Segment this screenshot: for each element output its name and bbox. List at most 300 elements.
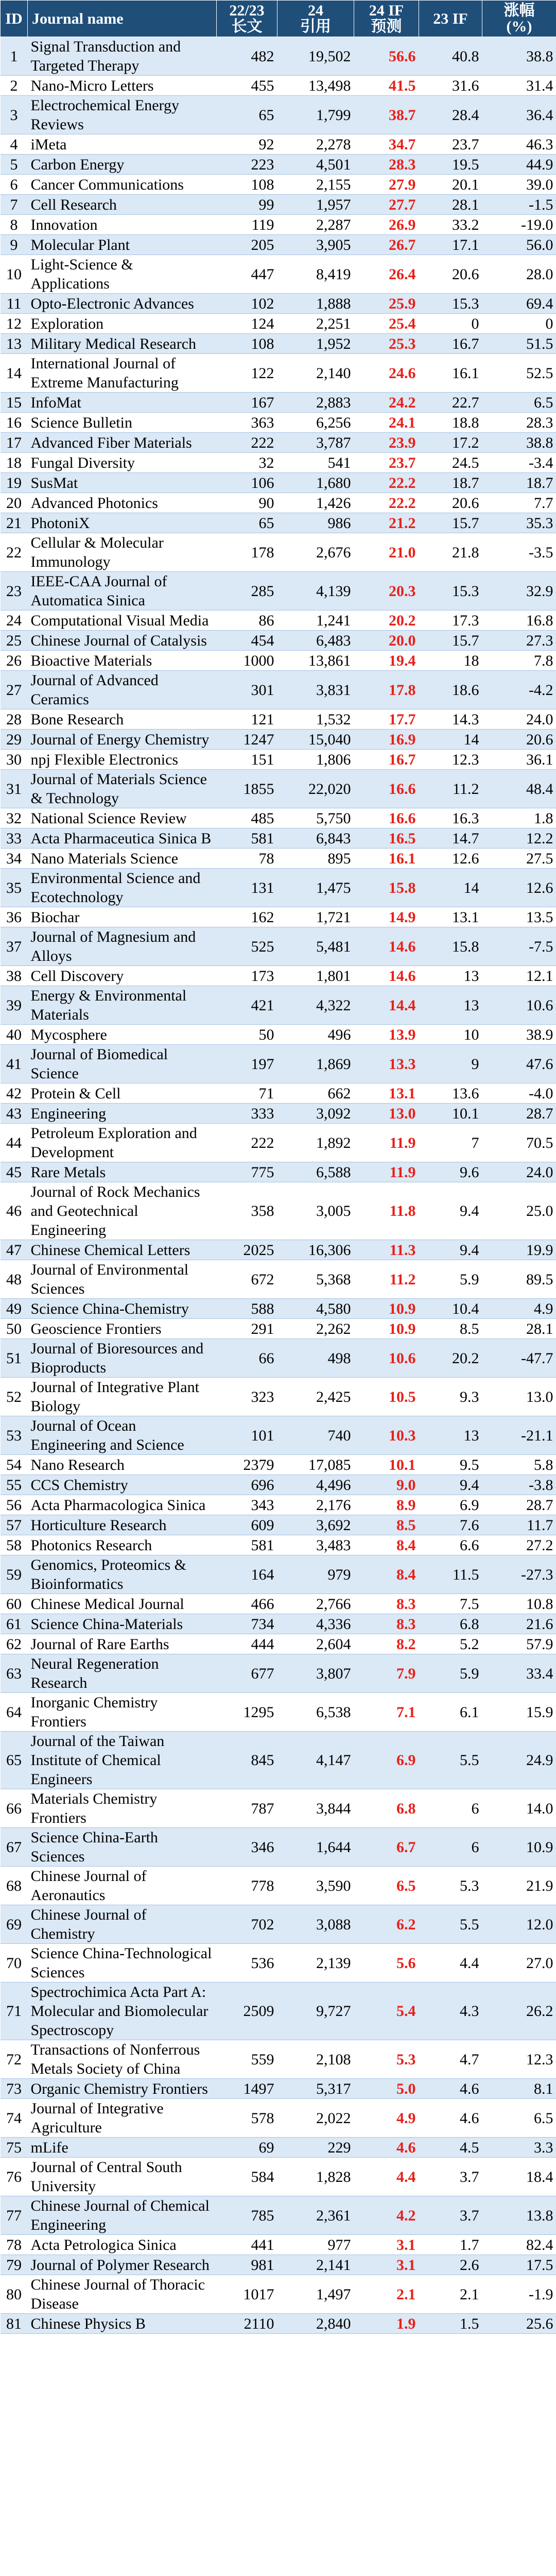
table-row — [1, 770, 556, 808]
table-row — [1, 1240, 556, 1260]
if-2023: 15.8 — [419, 927, 482, 966]
table-row — [1, 1732, 556, 1789]
citations: 1,799 — [277, 96, 354, 134]
journal-name: Journal of Environmental Sciences — [28, 1260, 217, 1299]
row-id: 9 — [1, 235, 28, 255]
table-row — [1, 1025, 556, 1045]
if-2023: 9.4 — [419, 1475, 482, 1495]
if-2023: 16.7 — [419, 334, 482, 354]
if-2024-predicted: 26.9 — [354, 215, 419, 235]
table-row — [1, 294, 556, 314]
change-percent: 27.3 — [482, 631, 556, 651]
journal-name: Petroleum Exploration and Development — [28, 1124, 217, 1162]
journal-name: Chinese Journal of Thoracic Disease — [28, 2275, 217, 2314]
row-id: 2 — [1, 76, 28, 96]
articles: 90 — [217, 493, 277, 513]
citations: 2,278 — [277, 134, 354, 155]
table-row — [1, 235, 556, 255]
table-row — [1, 2138, 556, 2158]
if-2024-predicted: 8.4 — [354, 1555, 419, 1594]
table-row — [1, 1378, 556, 1416]
articles: 151 — [217, 750, 277, 770]
journal-name: mLife — [28, 2138, 217, 2158]
table-row — [1, 155, 556, 175]
citations: 2,139 — [277, 1944, 354, 1982]
change-percent: 1.8 — [482, 808, 556, 828]
journal-name: Horticulture Research — [28, 1515, 217, 1535]
if-2023: 9.4 — [419, 1240, 482, 1260]
journal-name: Journal of Rock Mechanics and Geotechnical Engineering — [28, 1182, 217, 1240]
table-row — [1, 195, 556, 215]
citations: 3,590 — [277, 1867, 354, 1905]
journal-name: Chinese Journal of Catalysis — [28, 631, 217, 651]
citations: 2,022 — [277, 2099, 354, 2138]
if-2023: 6.9 — [419, 1495, 482, 1515]
citations: 4,336 — [277, 1614, 354, 1634]
table-row — [1, 2314, 556, 2334]
if-2023: 6.6 — [419, 1535, 482, 1555]
citations: 986 — [277, 513, 354, 533]
if-2023: 18.7 — [419, 473, 482, 493]
table-row — [1, 2079, 556, 2099]
if-2023: 14 — [419, 730, 482, 750]
row-id: 32 — [1, 808, 28, 828]
row-id: 18 — [1, 453, 28, 473]
if-2023: 16.3 — [419, 808, 482, 828]
table-row — [1, 1515, 556, 1535]
if-2023: 3.7 — [419, 2196, 482, 2235]
if-2024-predicted: 10.9 — [354, 1299, 419, 1319]
change-percent: 25.0 — [482, 1182, 556, 1240]
if-2024-predicted: 41.5 — [354, 76, 419, 96]
row-id: 55 — [1, 1475, 28, 1495]
table-row — [1, 1867, 556, 1905]
articles: 363 — [217, 413, 277, 433]
if-2024-predicted: 4.2 — [354, 2196, 419, 2235]
change-percent: 32.9 — [482, 572, 556, 611]
if-2024-predicted: 9.0 — [354, 1475, 419, 1495]
table-row — [1, 1634, 556, 1654]
if-2024-predicted: 4.4 — [354, 2158, 419, 2196]
if-2024-predicted: 5.6 — [354, 1944, 419, 1982]
row-id: 51 — [1, 1339, 28, 1378]
journal-name: Journal of Materials Science & Technology — [28, 770, 217, 808]
row-id: 31 — [1, 770, 28, 808]
if-2023: 23.7 — [419, 134, 482, 155]
citations: 1,532 — [277, 709, 354, 730]
citations: 3,787 — [277, 433, 354, 453]
row-id: 56 — [1, 1495, 28, 1515]
change-percent: 6.5 — [482, 2099, 556, 2138]
citations: 13,861 — [277, 651, 354, 671]
if-2024-predicted: 26.4 — [354, 255, 419, 294]
articles: 78 — [217, 849, 277, 869]
citations: 1,806 — [277, 750, 354, 770]
citations: 1,869 — [277, 1045, 354, 1083]
row-id: 40 — [1, 1025, 28, 1045]
articles: 578 — [217, 2099, 277, 2138]
change-percent: 16.8 — [482, 611, 556, 631]
journal-name: Acta Petrologica Sinica — [28, 2235, 217, 2255]
if-2023: 8.5 — [419, 1319, 482, 1339]
table-row — [1, 1045, 556, 1083]
row-id: 35 — [1, 869, 28, 907]
row-id: 43 — [1, 1104, 28, 1124]
journal-name: Neural Regeneration Research — [28, 1654, 217, 1693]
row-id: 65 — [1, 1732, 28, 1789]
articles: 588 — [217, 1299, 277, 1319]
journal-name: Environmental Science and Ecotechnology — [28, 869, 217, 907]
if-2023: 4.6 — [419, 2099, 482, 2138]
table-row — [1, 493, 556, 513]
citations: 2,140 — [277, 354, 354, 393]
articles: 1497 — [217, 2079, 277, 2099]
change-percent: 6.5 — [482, 393, 556, 413]
table-row — [1, 1654, 556, 1693]
citations: 541 — [277, 453, 354, 473]
citations: 979 — [277, 1555, 354, 1594]
articles: 559 — [217, 2040, 277, 2079]
journal-name: Science Bulletin — [28, 413, 217, 433]
change-percent: -47.7 — [482, 1339, 556, 1378]
change-percent: 12.2 — [482, 828, 556, 849]
journal-name: Computational Visual Media — [28, 611, 217, 631]
citations: 1,828 — [277, 2158, 354, 2196]
articles: 778 — [217, 1867, 277, 1905]
row-id: 7 — [1, 195, 28, 215]
table-row — [1, 314, 556, 334]
citations: 6,843 — [277, 828, 354, 849]
if-2024-predicted: 24.6 — [354, 354, 419, 393]
header-if-2024-predicted: 24 IF 预测 — [354, 1, 419, 37]
if-2023: 4.4 — [419, 1944, 482, 1982]
row-id: 41 — [1, 1045, 28, 1083]
table-row — [1, 730, 556, 750]
if-2023: 4.7 — [419, 2040, 482, 2079]
journal-name: Photonics Research — [28, 1535, 217, 1555]
if-2024-predicted: 5.3 — [354, 2040, 419, 2079]
if-2023: 7 — [419, 1124, 482, 1162]
table-row — [1, 1789, 556, 1828]
if-2024-predicted: 25.9 — [354, 294, 419, 314]
journal-name: Bioactive Materials — [28, 651, 217, 671]
row-id: 42 — [1, 1083, 28, 1104]
articles: 981 — [217, 2255, 277, 2275]
if-2023: 18.8 — [419, 413, 482, 433]
journal-name: Journal of Polymer Research — [28, 2255, 217, 2275]
table-row — [1, 2158, 556, 2196]
articles: 447 — [217, 255, 277, 294]
change-percent: -3.8 — [482, 1475, 556, 1495]
row-id: 11 — [1, 294, 28, 314]
articles: 454 — [217, 631, 277, 651]
if-2023: 31.6 — [419, 76, 482, 96]
journal-name: Light-Science & Applications — [28, 255, 217, 294]
row-id: 6 — [1, 175, 28, 195]
citations: 2,108 — [277, 2040, 354, 2079]
change-percent: 28.7 — [482, 1104, 556, 1124]
if-2023: 5.3 — [419, 1867, 482, 1905]
header-articles: 22/23 长文 — [217, 1, 277, 37]
articles: 581 — [217, 828, 277, 849]
change-percent: -21.1 — [482, 1416, 556, 1455]
table-row — [1, 1455, 556, 1475]
table-row — [1, 611, 556, 631]
if-2024-predicted: 4.6 — [354, 2138, 419, 2158]
if-2023: 5.2 — [419, 1634, 482, 1654]
if-2023: 4.3 — [419, 1982, 482, 2040]
change-percent: -19.0 — [482, 215, 556, 235]
if-2024-predicted: 22.2 — [354, 473, 419, 493]
row-id: 17 — [1, 433, 28, 453]
articles: 775 — [217, 1162, 277, 1182]
journal-name: Journal of Biomedical Science — [28, 1045, 217, 1083]
change-percent: 13.5 — [482, 907, 556, 927]
row-id: 33 — [1, 828, 28, 849]
citations: 2,840 — [277, 2314, 354, 2334]
if-2023: 11.5 — [419, 1555, 482, 1594]
articles: 99 — [217, 195, 277, 215]
header-if-2023: 23 IF — [419, 1, 482, 37]
if-2023: 6.1 — [419, 1693, 482, 1732]
articles: 71 — [217, 1083, 277, 1104]
row-id: 79 — [1, 2255, 28, 2275]
table-row — [1, 433, 556, 453]
if-2023: 13.1 — [419, 907, 482, 927]
change-percent: 7.8 — [482, 651, 556, 671]
row-id: 71 — [1, 1982, 28, 2040]
if-2024-predicted: 17.8 — [354, 671, 419, 709]
journal-name: Spectrochimica Acta Part A: Molecular and Biomolecular Spectroscopy — [28, 1982, 217, 2040]
journal-name: Advanced Photonics — [28, 493, 217, 513]
citations: 6,538 — [277, 1693, 354, 1732]
if-2024-predicted: 16.9 — [354, 730, 419, 750]
citations: 662 — [277, 1083, 354, 1104]
row-id: 24 — [1, 611, 28, 631]
journal-name: International Journal of Extreme Manufacturing — [28, 354, 217, 393]
if-2023: 4.5 — [419, 2138, 482, 2158]
header-journal-name: Journal name — [28, 1, 217, 37]
articles: 785 — [217, 2196, 277, 2235]
if-2023: 13.6 — [419, 1083, 482, 1104]
journal-name: National Science Review — [28, 808, 217, 828]
articles: 1017 — [217, 2275, 277, 2314]
table-row — [1, 2255, 556, 2275]
articles: 787 — [217, 1789, 277, 1828]
table-row — [1, 1828, 556, 1867]
citations: 3,092 — [277, 1104, 354, 1124]
articles: 108 — [217, 175, 277, 195]
journal-name: Journal of the Taiwan Institute of Chemical Engineers — [28, 1732, 217, 1789]
journal-name: Innovation — [28, 215, 217, 235]
if-2023: 7.5 — [419, 1594, 482, 1614]
journal-name: CCS Chemistry — [28, 1475, 217, 1495]
journal-name: Biochar — [28, 907, 217, 927]
citations: 1,644 — [277, 1828, 354, 1867]
table-row — [1, 255, 556, 294]
citations: 4,322 — [277, 986, 354, 1025]
table-body — [1, 37, 556, 2334]
citations: 17,085 — [277, 1455, 354, 1475]
row-id: 30 — [1, 750, 28, 770]
citations: 2,262 — [277, 1319, 354, 1339]
row-id: 57 — [1, 1515, 28, 1535]
row-id: 75 — [1, 2138, 28, 2158]
articles: 122 — [217, 354, 277, 393]
if-2024-predicted: 10.6 — [354, 1339, 419, 1378]
row-id: 59 — [1, 1555, 28, 1594]
row-id: 46 — [1, 1182, 28, 1240]
if-2024-predicted: 27.9 — [354, 175, 419, 195]
table-row — [1, 134, 556, 155]
articles: 485 — [217, 808, 277, 828]
journal-name: Chinese Journal of Chemistry — [28, 1905, 217, 1944]
journal-name: npj Flexible Electronics — [28, 750, 217, 770]
if-2024-predicted: 1.9 — [354, 2314, 419, 2334]
citations: 3,844 — [277, 1789, 354, 1828]
journal-name: PhotoniX — [28, 513, 217, 533]
row-id: 45 — [1, 1162, 28, 1182]
if-2024-predicted: 13.3 — [354, 1045, 419, 1083]
articles: 1247 — [217, 730, 277, 750]
citations: 3,088 — [277, 1905, 354, 1944]
citations: 6,483 — [277, 631, 354, 651]
change-percent: 27.0 — [482, 1944, 556, 1982]
if-2024-predicted: 7.9 — [354, 1654, 419, 1693]
journal-name: Signal Transduction and Targeted Therapy — [28, 37, 217, 76]
if-2024-predicted: 11.9 — [354, 1162, 419, 1182]
row-id: 20 — [1, 493, 28, 513]
table-row — [1, 354, 556, 393]
if-2023: 20.2 — [419, 1339, 482, 1378]
change-percent: 19.9 — [482, 1240, 556, 1260]
citations: 9,727 — [277, 1982, 354, 2040]
articles: 108 — [217, 334, 277, 354]
change-percent: 28.3 — [482, 413, 556, 433]
journal-name: Acta Pharmacologica Sinica — [28, 1495, 217, 1515]
if-2023: 6 — [419, 1789, 482, 1828]
articles: 167 — [217, 393, 277, 413]
if-2024-predicted: 3.1 — [354, 2255, 419, 2275]
table-row — [1, 1124, 556, 1162]
row-id: 48 — [1, 1260, 28, 1299]
articles: 291 — [217, 1319, 277, 1339]
table-row — [1, 1260, 556, 1299]
if-2023: 13 — [419, 1416, 482, 1455]
if-2024-predicted: 10.5 — [354, 1378, 419, 1416]
row-id: 19 — [1, 473, 28, 493]
if-2024-predicted: 21.0 — [354, 533, 419, 572]
row-id: 38 — [1, 966, 28, 986]
journal-name: IEEE-CAA Journal of Automatica Sinica — [28, 572, 217, 611]
if-2023: 19.5 — [419, 155, 482, 175]
citations: 22,020 — [277, 770, 354, 808]
articles: 358 — [217, 1182, 277, 1240]
if-2023: 20.6 — [419, 493, 482, 513]
if-2024-predicted: 24.1 — [354, 413, 419, 433]
change-percent: 48.4 — [482, 770, 556, 808]
articles: 525 — [217, 927, 277, 966]
if-2024-predicted: 13.1 — [354, 1083, 419, 1104]
change-percent: 52.5 — [482, 354, 556, 393]
journal-name: Nano Materials Science — [28, 849, 217, 869]
if-2024-predicted: 8.2 — [354, 1634, 419, 1654]
journal-name: Transactions of Nonferrous Metals Society of China — [28, 2040, 217, 2079]
if-2023: 10.1 — [419, 1104, 482, 1124]
if-2023: 22.7 — [419, 393, 482, 413]
change-percent: 11.7 — [482, 1515, 556, 1535]
journal-name: Fungal Diversity — [28, 453, 217, 473]
row-id: 70 — [1, 1944, 28, 1982]
if-2024-predicted: 8.3 — [354, 1614, 419, 1634]
articles: 197 — [217, 1045, 277, 1083]
table-row — [1, 37, 556, 76]
if-2024-predicted: 20.2 — [354, 611, 419, 631]
if-2023: 40.8 — [419, 37, 482, 76]
row-id: 39 — [1, 986, 28, 1025]
citations: 8,419 — [277, 255, 354, 294]
articles: 455 — [217, 76, 277, 96]
articles: 65 — [217, 96, 277, 134]
if-2024-predicted: 6.5 — [354, 1867, 419, 1905]
if-2024-predicted: 11.2 — [354, 1260, 419, 1299]
if-2024-predicted: 16.1 — [354, 849, 419, 869]
articles: 178 — [217, 533, 277, 572]
articles: 162 — [217, 907, 277, 927]
citations: 4,501 — [277, 155, 354, 175]
table-row — [1, 334, 556, 354]
row-id: 67 — [1, 1828, 28, 1867]
row-id: 64 — [1, 1693, 28, 1732]
row-id: 5 — [1, 155, 28, 175]
if-2024-predicted: 20.3 — [354, 572, 419, 611]
row-id: 81 — [1, 2314, 28, 2334]
if-2024-predicted: 56.6 — [354, 37, 419, 76]
table-row — [1, 1944, 556, 1982]
row-id: 61 — [1, 1614, 28, 1634]
if-2023: 14 — [419, 869, 482, 907]
articles: 2110 — [217, 2314, 277, 2334]
row-id: 22 — [1, 533, 28, 572]
change-percent: 24.0 — [482, 1162, 556, 1182]
citations: 3,807 — [277, 1654, 354, 1693]
articles: 86 — [217, 611, 277, 631]
citations: 496 — [277, 1025, 354, 1045]
journal-name: Chinese Journal of Chemical Engineering — [28, 2196, 217, 2235]
row-id: 12 — [1, 314, 28, 334]
if-2023: 5.9 — [419, 1654, 482, 1693]
change-percent: -3.4 — [482, 453, 556, 473]
citations: 3,692 — [277, 1515, 354, 1535]
citations: 2,176 — [277, 1495, 354, 1515]
if-2024-predicted: 23.7 — [354, 453, 419, 473]
journal-name: InfoMat — [28, 393, 217, 413]
articles: 69 — [217, 2138, 277, 2158]
if-2023: 5.5 — [419, 1905, 482, 1944]
articles: 101 — [217, 1416, 277, 1455]
journal-name: Journal of Advanced Ceramics — [28, 671, 217, 709]
journal-name: Chinese Medical Journal — [28, 1594, 217, 1614]
if-2024-predicted: 11.3 — [354, 1240, 419, 1260]
row-id: 80 — [1, 2275, 28, 2314]
change-percent: 27.2 — [482, 1535, 556, 1555]
table-row — [1, 473, 556, 493]
table-row — [1, 1182, 556, 1240]
if-2023: 18 — [419, 651, 482, 671]
header-change-percent: 涨幅 (%) — [482, 1, 556, 37]
articles: 124 — [217, 314, 277, 334]
change-percent: 24.0 — [482, 709, 556, 730]
